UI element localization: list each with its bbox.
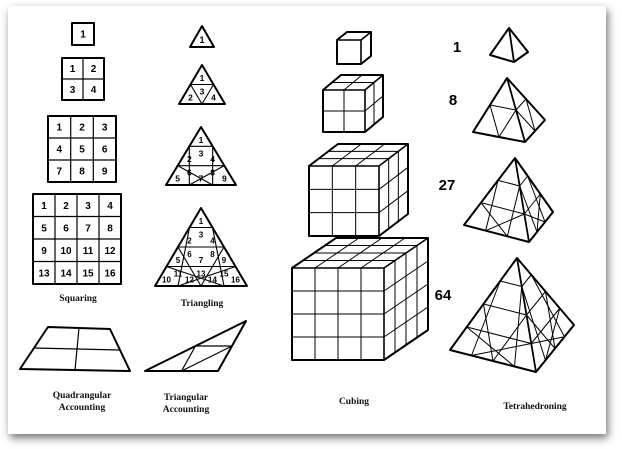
triangular-caption-line2: Accounting (162, 405, 210, 415)
grid-line (531, 275, 564, 337)
tetrahedron-4 (450, 258, 574, 372)
triangling-caption: Triangling (180, 299, 224, 309)
triangle-cell-number: 7 (198, 173, 204, 184)
triangle-cell-number: 5 (175, 255, 181, 265)
square-cell-number: 13 (38, 268, 50, 280)
grid-line (356, 144, 385, 166)
square-cell-number: 6 (101, 144, 108, 156)
triangle-cell-number: 16 (231, 275, 240, 285)
triangle-cell-number: 1 (199, 35, 205, 46)
triangle-cell-number: 6 (187, 249, 192, 259)
cube-edge (361, 32, 371, 40)
square-cell-number: 4 (107, 200, 113, 212)
count-1: 1 (452, 39, 462, 56)
triangle-cell-number: 2 (187, 236, 192, 246)
grid-line (522, 275, 532, 287)
quadrangular-shape (20, 327, 130, 371)
square-cell-number: 2 (79, 122, 85, 134)
tetrahedron-3 (464, 158, 553, 242)
triangle-cell-number: 1 (198, 216, 204, 226)
triangle-cell-number: 5 (175, 173, 181, 184)
quadrangular-caption-line2: Accounting (58, 403, 106, 413)
square-cell-number: 16 (104, 268, 116, 280)
triangle-cell-number: 3 (199, 86, 205, 97)
triangle-cell-number: 1 (199, 72, 205, 83)
triangle-cell-number: 8 (210, 249, 215, 259)
triangular-shape (145, 321, 246, 371)
square-cell-number: 5 (41, 223, 47, 235)
square-cell-number: 9 (41, 245, 47, 257)
cube-1 (337, 32, 371, 64)
square-cell-number: 5 (79, 144, 85, 156)
grid-line (507, 186, 519, 236)
triangle-cell-number: 15 (219, 269, 229, 279)
grid-line (490, 105, 516, 110)
cube-edge (379, 144, 408, 166)
grid-line (379, 191, 408, 213)
square-cell-number: 8 (79, 166, 85, 178)
grid-line (537, 194, 540, 232)
cube-outline (309, 144, 408, 236)
count-8: 8 (448, 92, 458, 109)
squaring-caption: Squaring (59, 294, 97, 304)
triangle-cell-number: 7 (198, 255, 204, 265)
cube-outline (292, 238, 428, 360)
grid-line (515, 287, 522, 367)
square-cell-number: 15 (82, 268, 94, 280)
grid-line (379, 167, 408, 189)
diagram-page (8, 6, 606, 434)
grid-line (498, 180, 520, 186)
square-cell-number: 14 (60, 268, 72, 280)
triangle-cell-number: 6 (186, 167, 192, 178)
triangle-cell-number: 13 (196, 269, 206, 279)
triangle-cell-number: 14 (208, 275, 217, 285)
square-cell-number: 2 (63, 200, 69, 212)
square-cell-number: 11 (82, 245, 94, 257)
geometry-diagram (8, 6, 606, 434)
square-cell-number: 4 (56, 144, 63, 156)
tetrahedron-outline (450, 258, 574, 372)
triangle-cell-number: 9 (221, 255, 227, 265)
grid-line (481, 203, 524, 214)
square-cell-number: 7 (85, 223, 91, 235)
triangle-cell-number: 1 (198, 134, 204, 145)
triangle-cell-number: 4 (211, 92, 216, 103)
cubing-caption: Cubing (338, 397, 370, 407)
tetrahedron-edge (515, 158, 529, 242)
grid-line (524, 214, 545, 222)
square-cell-number: 1 (56, 122, 63, 134)
grid-line (490, 105, 499, 137)
triangle-cell-number: 3 (198, 230, 204, 240)
count-27: 27 (438, 177, 456, 194)
square-cell-number: 3 (69, 85, 76, 97)
tetrahedron-2 (473, 78, 545, 142)
count-64: 64 (434, 287, 452, 304)
square-cell-number: 6 (63, 223, 69, 235)
grid-line (500, 281, 522, 287)
triangle-cell-number: 2 (186, 154, 192, 165)
cube-4 (292, 238, 428, 360)
square-cell-number: 2 (90, 64, 97, 76)
triangle-cell-number: 4 (210, 236, 215, 246)
square-cell-number: 7 (56, 166, 63, 178)
cube-3 (309, 144, 408, 236)
square-cell-number: 10 (60, 245, 72, 257)
triangle-cell-number: 3 (198, 148, 204, 159)
triangle-cell-number: 11 (173, 269, 183, 279)
triangle-cell-number: 10 (162, 275, 171, 285)
triangle-cell-number: 9 (221, 173, 227, 184)
triangle-cell-number: 4 (210, 154, 216, 165)
square-cell-number: 1 (80, 29, 86, 41)
square-cell-number: 3 (85, 200, 91, 212)
triangle-cell-number: 2 (188, 92, 193, 103)
cube-2 (323, 75, 383, 132)
tetrahedron-1 (490, 28, 528, 62)
square-cell-number: 9 (101, 166, 108, 178)
tetrahedroning-caption: Tetrahedroning (503, 402, 567, 412)
square-cell-number: 1 (41, 200, 47, 212)
grid-line (332, 144, 361, 166)
quadrangular-caption-line1: Quadrangular (52, 391, 112, 401)
grid-line (499, 110, 516, 137)
triangle-2 (179, 65, 225, 104)
grid-line (520, 176, 528, 186)
grid-line (516, 99, 526, 110)
triangular-caption-line1: Triangular (163, 393, 209, 403)
square-cell-number: 8 (107, 223, 113, 235)
square-cell-number: 12 (104, 245, 116, 257)
triangle-cell-number: 12 (185, 275, 194, 285)
square-cell-number: 1 (69, 64, 76, 76)
square-cell-number: 3 (101, 122, 108, 134)
square-grid-2 (62, 58, 104, 100)
triangle-cell-number: 8 (210, 167, 216, 178)
square-cell-number: 4 (90, 85, 97, 97)
